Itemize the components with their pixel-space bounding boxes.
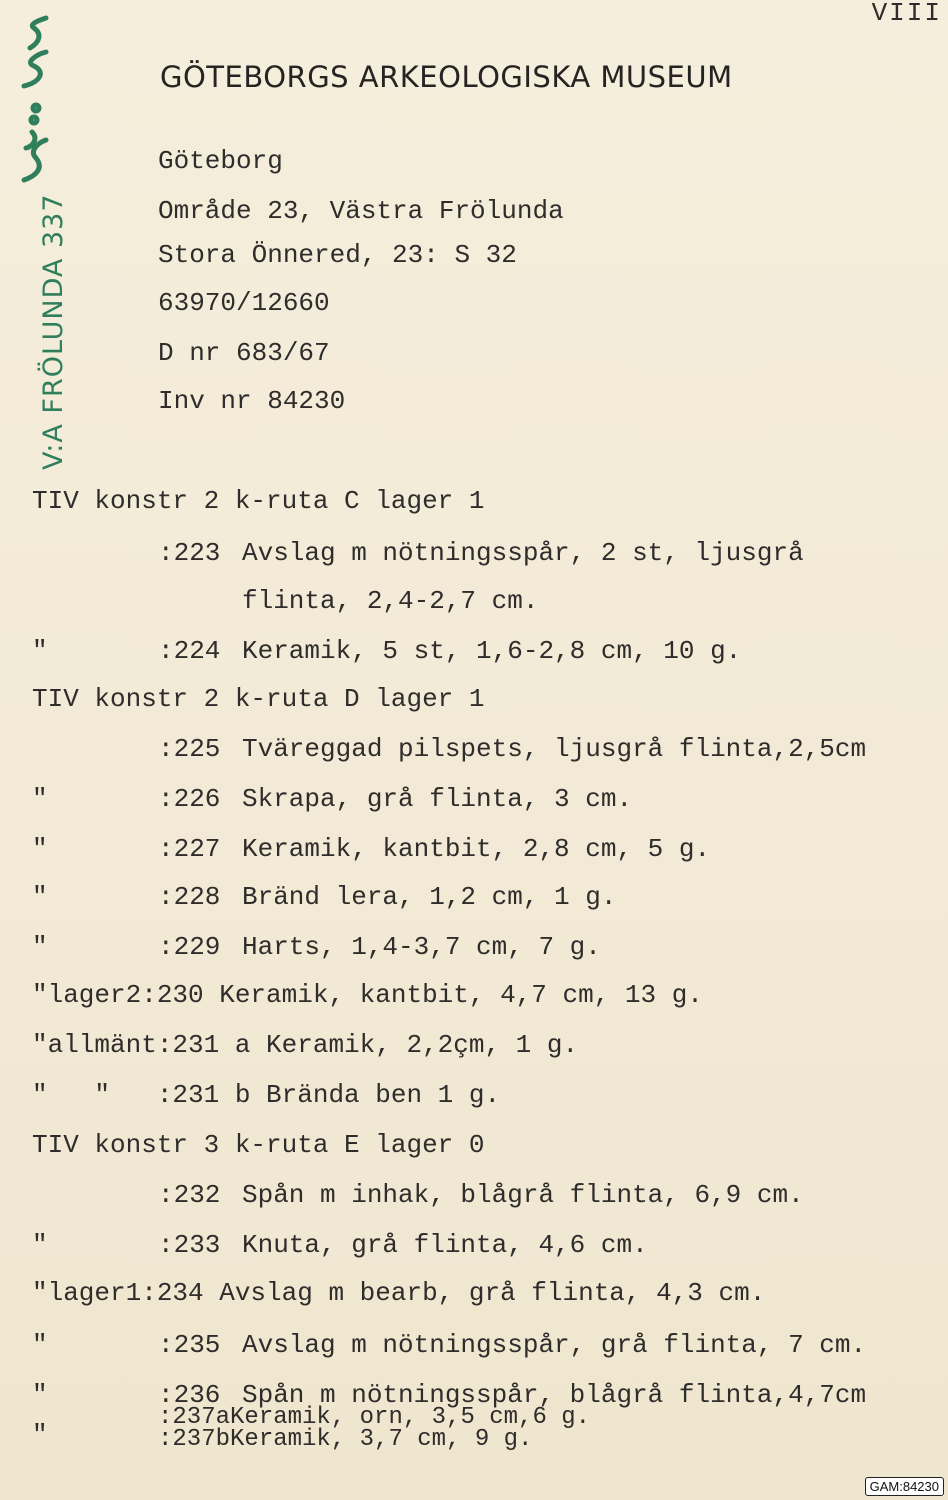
catalog-number: :224 — [158, 636, 221, 666]
archive-label: GAM:84230 — [865, 1477, 944, 1496]
catalog-entry — [0, 882, 948, 922]
catalog-entry — [0, 1330, 948, 1370]
section-heading: TIV konstr 3 k-ruta E lager 0 — [32, 1130, 485, 1160]
catalog-entry — [0, 734, 948, 774]
catalog-entry: "lager1:234 Avslag m bearb, grå flinta, 4,3 cm. — [32, 1278, 766, 1308]
catalog-entry — [0, 538, 948, 578]
entry-description: Skrapa, grå flinta, 3 cm. — [242, 784, 633, 814]
entry-description: Avslag m nötningsspår, grå flinta, 7 cm. — [242, 1330, 867, 1360]
ditto-mark: " — [32, 1380, 48, 1410]
catalog-number: :233 — [158, 1230, 221, 1260]
catalog-number: :227 — [158, 834, 221, 864]
catalog-entry — [0, 1180, 948, 1220]
entry-description: Avslag m nötningsspår, 2 st, ljusgrå — [242, 538, 804, 568]
catalog-number: :236 — [158, 1380, 221, 1410]
entry-description: Harts, 1,4-3,7 cm, 7 g. — [242, 932, 601, 962]
catalog-number: :228 — [158, 882, 221, 912]
ditto-mark: " — [32, 1420, 48, 1450]
catalog-entry — [0, 784, 948, 824]
handwritten-scribble-icon — [6, 8, 62, 188]
entry-description: Bränd lera, 1,2 cm, 1 g. — [242, 882, 617, 912]
entry-description: Knuta, grå flinta, 4,6 cm. — [242, 1230, 648, 1260]
ditto-mark: " — [32, 932, 48, 962]
catalog-number: :229 — [158, 932, 221, 962]
catalog-entry: :237bKeramik, 3,7 cm, 9 g. — [158, 1426, 533, 1453]
header-line: D nr 683/67 — [158, 338, 330, 368]
section-heading: TIV konstr 2 k-ruta C lager 1 — [32, 486, 485, 516]
ditto-mark: " — [32, 1330, 48, 1360]
header-line: Område 23, Västra Frölunda — [158, 196, 564, 226]
catalog-entry: :237aKeramik, orn, 3,5 cm,6 g. — [158, 1404, 591, 1431]
catalog-number: :232 — [158, 1180, 221, 1210]
entry-description: Spån m nötningsspår, blågrå flinta,4,7cm — [242, 1380, 867, 1410]
ditto-mark: " — [32, 834, 48, 864]
entry-description: Spån m inhak, blågrå flinta, 6,9 cm. — [242, 1180, 804, 1210]
section-heading: TIV konstr 2 k-ruta D lager 1 — [32, 684, 485, 714]
entry-description: Keramik, kantbit, 2,8 cm, 5 g. — [242, 834, 711, 864]
catalog-entry — [0, 636, 948, 676]
catalog-entry — [0, 932, 948, 972]
catalog-entry: "allmänt:231 a Keramik, 2,2çm, 1 g. — [32, 1030, 579, 1060]
entry-continuation: flinta, 2,4-2,7 cm. — [242, 586, 539, 616]
entry-description: Tväreggad pilspets, ljusgrå flinta,2,5cm — [242, 734, 867, 764]
ditto-mark: " — [32, 882, 48, 912]
header-line: Göteborg — [158, 146, 283, 176]
catalog-number: :225 — [158, 734, 221, 764]
catalog-number: :226 — [158, 784, 221, 814]
ditto-mark: " — [32, 1230, 48, 1260]
header-line: 63970/12660 — [158, 288, 330, 318]
museum-title: GÖTEBORGS ARKEOLOGISKA MUSEUM — [160, 60, 733, 94]
header-line: Stora Önnered, 23: S 32 — [158, 240, 517, 270]
catalog-number: :235 — [158, 1330, 221, 1360]
ditto-mark: " — [32, 636, 48, 666]
catalog-entry — [0, 1230, 948, 1270]
catalog-entry: " " :231 b Brända ben 1 g. — [32, 1080, 501, 1110]
ditto-mark: " — [32, 784, 48, 814]
header-line: Inv nr 84230 — [158, 386, 346, 416]
catalog-entry: "lager2:230 Keramik, kantbit, 4,7 cm, 13 g. — [32, 980, 703, 1010]
page-number: VIII — [871, 0, 942, 28]
catalog-entry — [0, 834, 948, 874]
entry-description: Keramik, 5 st, 1,6-2,8 cm, 10 g. — [242, 636, 742, 666]
side-stamp: V:A FRÖLUNDA 337 — [38, 193, 69, 470]
catalog-number: :223 — [158, 538, 221, 568]
